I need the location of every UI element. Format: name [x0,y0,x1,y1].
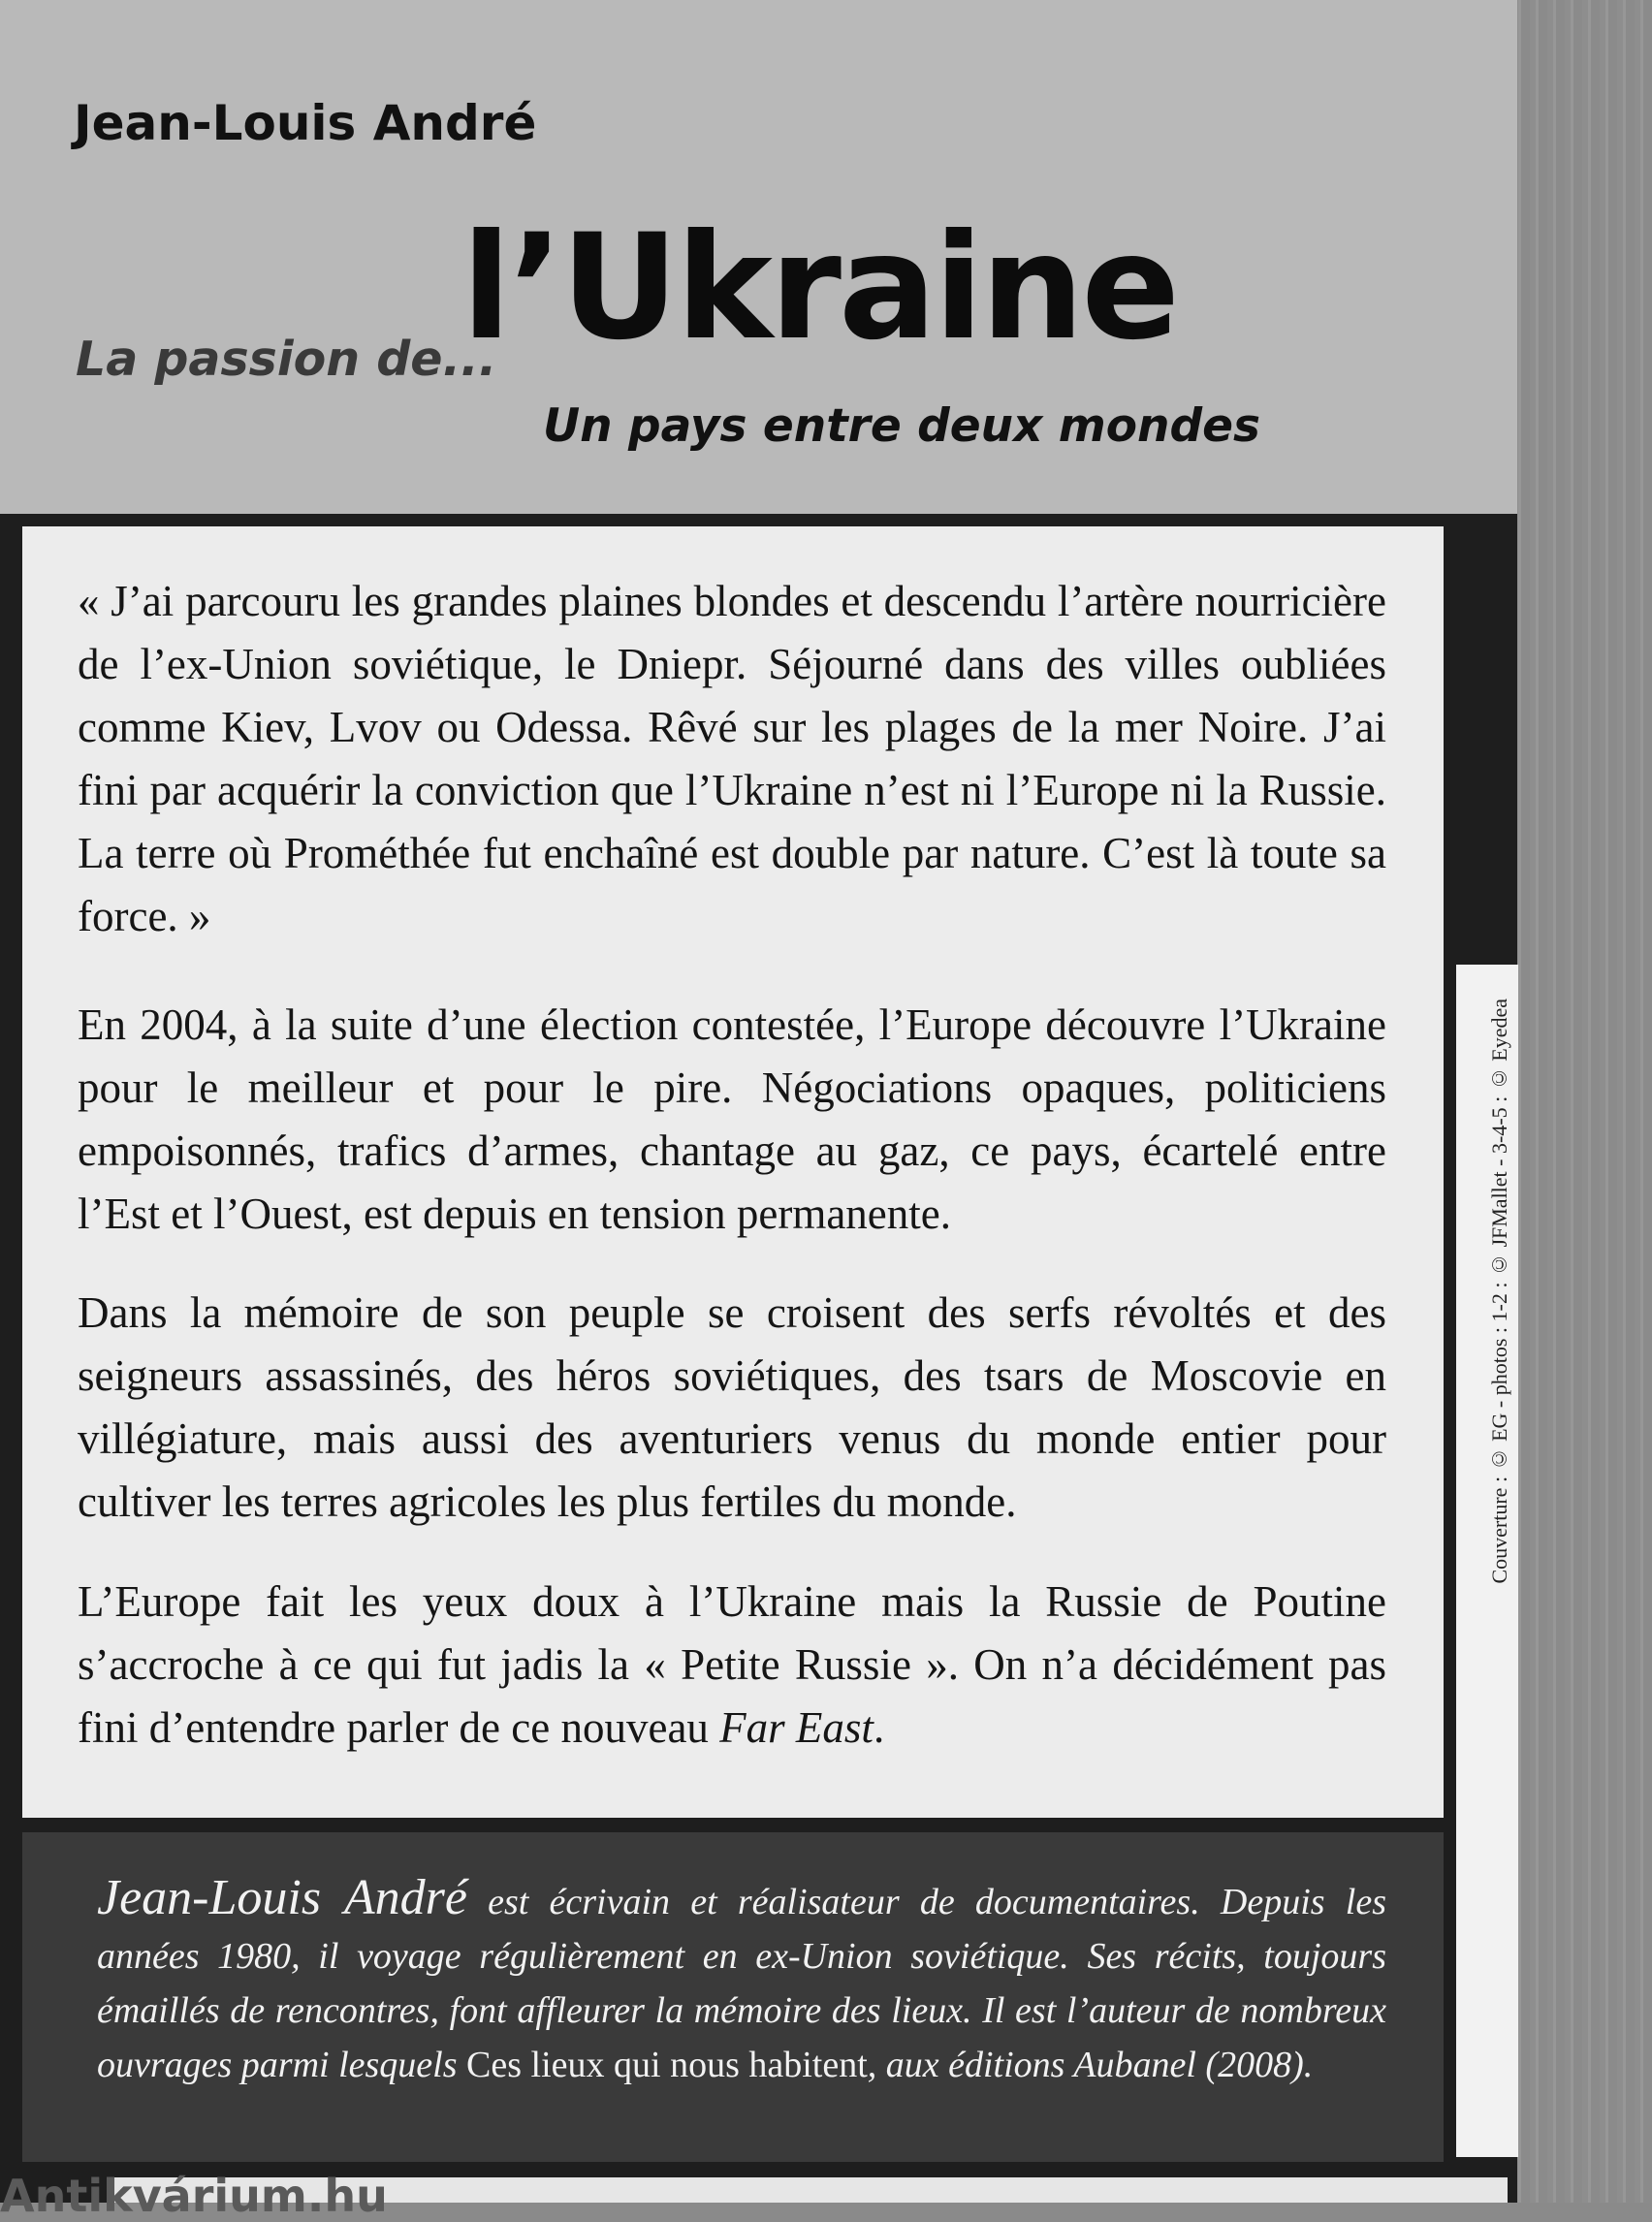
author-bio [97,1871,1386,2092]
bio-author-name: Jean-Louis André [97,1870,467,1925]
photo-credits: Couverture : © EG - photos : 1-2 : © JFMallet - 3-4-5 : © Eyedea [1487,999,1511,1584]
book-title: l’Ukraine [461,204,1178,372]
blurb-paragraph-europe-text: L’Europe fait les yeux doux à l’Ukraine mais la Russie de Poutine s’accroche à ce qui fut jadis la « Petite Russie ». On n’a décidément pas fini d’entendre parler de ce nouveau [78,1577,1386,1752]
bio-book-title: Ces lieux qui nous habitent [466,2045,868,2085]
author-name: Jean-Louis André [74,95,537,151]
bio-text-2: , aux éditions Aubanel (2008). [867,2045,1314,2085]
background-wall [1512,0,1652,2203]
blurb-paragraph-2004: En 2004, à la suite d’une élection contestée, l’Europe découvre l’Ukraine pour le meilleur et pour le pire. Négociations opaques, politiciens empoisonnés, trafics d’armes, chantage au gaz, ce pays, écartelé entre l’Est et l’Ouest, est depuis en tension permanente. [78,1000,1386,1238]
blurb-emphasis: Far East [719,1703,874,1752]
blurb-end: . [873,1703,885,1752]
bio-text-1: est écrivain et réalisateur de documentaires. Depuis les années 1980, il voyage régulièrement en ex-Union soviétique. Ses récits, toujours émaillés de rencontres, font affleurer la mémoire des lieux. Il est l’auteur de nombreux ouvrages parmi lesquels [97,1882,1386,2085]
watermark: Antikvárium.hu [0,2170,388,2222]
blurb-quote: « J’ai parcouru les grandes plaines blondes et descendu l’artère nourricière de l’ex-Union soviétique, le Dniepr. Séjourné dans des villes oubliées comme Kiev, Lvov ou Odessa. Rêvé sur les plages de la mer Noire. J’ai fini par acquérir la conviction que l’Ukraine n’est ni l’Europe ni la Russie. La terre où Prométhée fut enchaîné est double par nature. C’est là toute sa force. » [78,577,1386,940]
blurb-paragraph-memory: Dans la mémoire de son peuple se croisent des serfs révoltés et des seigneurs assassinés, des héros soviétiques, des tsars de Moscovie en villégiature, mais aussi des aventuriers venus du monde entier pour cultiver les terres agricoles les plus fertiles du monde. [78,1288,1386,1526]
blurb-paragraph-europe [78,1571,1386,1760]
title-prefix: La passion de... [76,332,497,387]
book-subtitle: Un pays entre deux mondes [543,399,1260,453]
